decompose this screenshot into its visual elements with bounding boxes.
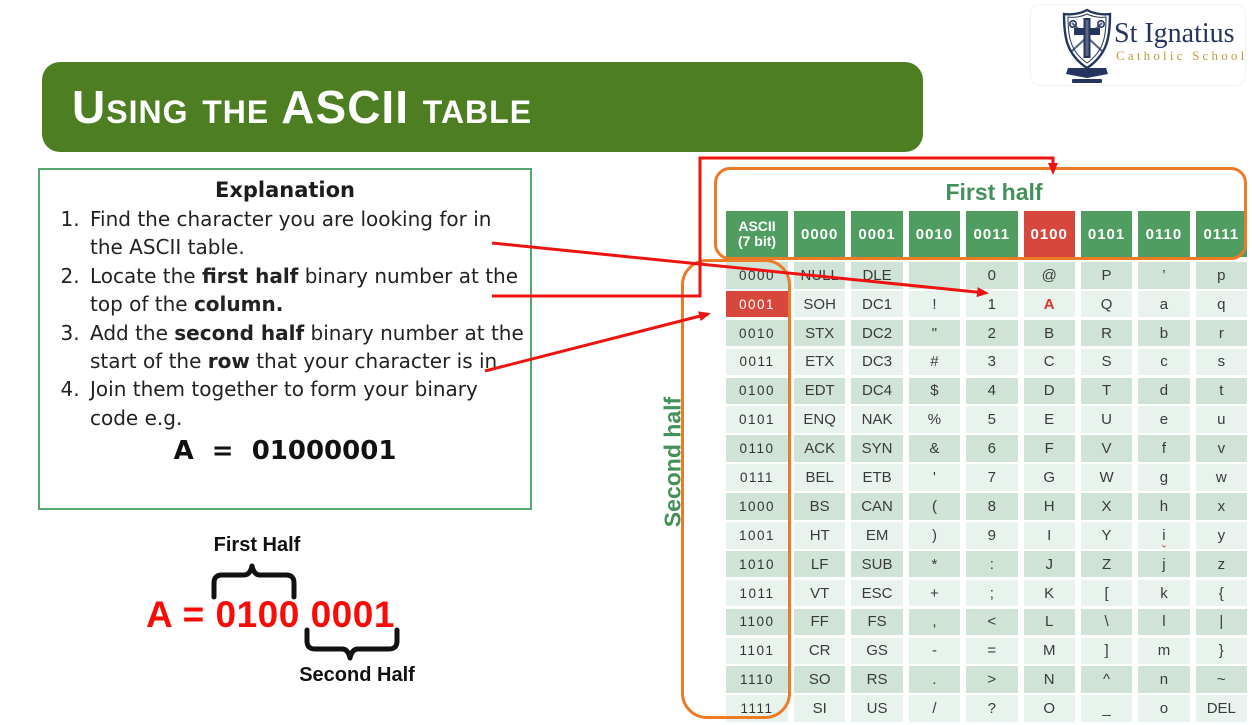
ascii-cell: ; [966, 580, 1017, 607]
ascii-cell: g [1138, 464, 1189, 491]
column-header: 0011 [966, 211, 1017, 257]
ascii-cell: EDT [794, 378, 845, 405]
ascii-cell: BS [794, 493, 845, 520]
ascii-cell: P [1081, 262, 1132, 289]
ascii-cell: LF [794, 551, 845, 578]
ascii-cell: EM [851, 522, 902, 549]
ascii-cell: ENQ [794, 406, 845, 433]
explanation-step [86, 319, 530, 376]
step-text: Join them together to form your binary code e.g. [90, 377, 478, 430]
ascii-cell: F [1024, 435, 1075, 462]
ascii-cell: ETB [851, 464, 902, 491]
ascii-cell: h [1138, 493, 1189, 520]
ascii-cell: j [1138, 551, 1189, 578]
step-text: binary number at the start of the [90, 320, 524, 374]
ascii-cell: p [1196, 262, 1247, 289]
ascii-cell: = [966, 638, 1017, 665]
step-bold-text: column. [193, 292, 284, 317]
step-text: that your character is in. [249, 349, 504, 374]
ascii-cell: $ [909, 378, 960, 405]
ascii-cell [909, 262, 960, 289]
ascii-cell: VT [794, 580, 845, 607]
ascii-cell: FS [851, 609, 902, 636]
ascii-cell: 3 [966, 349, 1017, 376]
title-banner [42, 62, 923, 152]
ascii-cell: CAN [851, 493, 902, 520]
ascii-cell: " [909, 320, 960, 347]
ascii-cell: : [966, 551, 1017, 578]
ascii-cell: N [1024, 666, 1075, 693]
ascii-cell: u [1196, 406, 1247, 433]
ascii-cell: f [1138, 435, 1189, 462]
ascii-cell: w [1196, 464, 1247, 491]
row-header: 0011 [726, 349, 788, 376]
row-header: 0110 [726, 435, 788, 462]
ascii-cell: , [909, 609, 960, 636]
ascii-cell: DEL [1196, 695, 1247, 722]
explanation-box [38, 168, 532, 510]
ascii-cell: 8 [966, 493, 1017, 520]
step-text: Locate the [90, 263, 202, 288]
ascii-cell: J [1024, 551, 1075, 578]
ascii-cell: r [1196, 320, 1247, 347]
table-second-half-label: Second half [659, 396, 686, 528]
ascii-cell: m [1138, 638, 1189, 665]
second-half-annotation-label: Second Half [299, 664, 415, 686]
ascii-cell: DC4 [851, 378, 902, 405]
school-type: Catholic School [1116, 48, 1248, 63]
ascii-cell: DC2 [851, 320, 902, 347]
page-title: Using the ASCII table [72, 81, 533, 133]
ascii-cell: @ [1024, 262, 1075, 289]
binary-formula: A = 0100 0001 [146, 594, 395, 635]
ascii-cell: SI [794, 695, 845, 722]
ascii-cell: q [1196, 291, 1247, 318]
ascii-cell: & [909, 435, 960, 462]
ascii-cell: B [1024, 320, 1075, 347]
explanation-steps-list [40, 205, 530, 432]
row-header: 0000 [726, 262, 788, 289]
ascii-cell: + [909, 580, 960, 607]
ascii-cell: ! [909, 291, 960, 318]
explanation-step [86, 375, 530, 432]
ascii-cell-highlighted: A [1024, 291, 1075, 318]
ascii-cell: i [1138, 522, 1189, 549]
ascii-cell: ACK [794, 435, 845, 462]
step-bold-text: first half [201, 263, 299, 288]
explanation-step [86, 262, 530, 319]
row-header: 1110 [726, 666, 788, 693]
ascii-cell: 7 [966, 464, 1017, 491]
ascii-cell: SUB [851, 551, 902, 578]
ascii-cell: DC1 [851, 291, 902, 318]
ascii-cell: CR [794, 638, 845, 665]
ascii-cell: STX [794, 320, 845, 347]
row-header-highlighted: 0001 [726, 291, 788, 318]
ascii-cell: R [1081, 320, 1132, 347]
ascii-cell: . [909, 666, 960, 693]
ascii-cell: % [909, 406, 960, 433]
step-text: Find the character you are looking for in the ASCII table. [90, 207, 492, 260]
ascii-cell: G [1024, 464, 1075, 491]
ascii-cell: US [851, 695, 902, 722]
ascii-cell: E [1024, 406, 1075, 433]
ascii-cell: 9 [966, 522, 1017, 549]
ascii-cell: ( [909, 493, 960, 520]
explanation-example: A = 01000001 [173, 436, 397, 467]
ascii-cell: L [1024, 609, 1075, 636]
ascii-cell: v [1196, 435, 1247, 462]
row-header: 0100 [726, 378, 788, 405]
ascii-cell: y [1196, 522, 1247, 549]
ascii-cell: FF [794, 609, 845, 636]
row-header: 1010 [726, 551, 788, 578]
explanation-heading: Explanation [214, 178, 356, 202]
row-header: 1000 [726, 493, 788, 520]
ascii-cell: { [1196, 580, 1247, 607]
ascii-cell: | [1196, 609, 1247, 636]
ascii-cell: ^ [1081, 666, 1132, 693]
ascii-cell: e [1138, 406, 1189, 433]
brace-icons [130, 525, 470, 705]
ascii-cell: Y [1081, 522, 1132, 549]
ascii-cell: Z [1081, 551, 1132, 578]
ascii-cell: [ [1081, 580, 1132, 607]
ascii-cell: z [1196, 551, 1247, 578]
ascii-cell: l [1138, 609, 1189, 636]
step-bold-text: second half [174, 320, 305, 345]
ascii-header-row [726, 211, 1247, 257]
ascii-cell: k [1138, 580, 1189, 607]
ascii-cell: 4 [966, 378, 1017, 405]
row-header: 0101 [726, 406, 788, 433]
ascii-cell: b [1138, 320, 1189, 347]
ascii-cell: 1 [966, 291, 1017, 318]
ascii-corner-header-line: ASCII [738, 218, 776, 234]
row-header: 0010 [726, 320, 788, 347]
row-header: 1011 [726, 580, 788, 607]
column-header: 0110 [1138, 211, 1189, 257]
ascii-cell: O [1024, 695, 1075, 722]
first-half-annotation-label: First Half [213, 534, 301, 556]
ascii-cell: 2 [966, 320, 1017, 347]
ascii-cell: HT [794, 522, 845, 549]
step-text: binary number at the top of the [90, 263, 519, 317]
ascii-cell: > [966, 666, 1017, 693]
ascii-cell: } [1196, 638, 1247, 665]
ascii-cell: 5 [966, 406, 1017, 433]
column-header-highlighted: 0100 [1024, 211, 1075, 257]
ascii-cell: ' [909, 464, 960, 491]
row-header: 1001 [726, 522, 788, 549]
step-bold-text: row [207, 349, 250, 374]
column-header: 0000 [794, 211, 845, 257]
ascii-cell: S [1081, 349, 1132, 376]
ascii-cell: D [1024, 378, 1075, 405]
ascii-cell: 6 [966, 435, 1017, 462]
ascii-cell: BEL [794, 464, 845, 491]
row-header: 0111 [726, 464, 788, 491]
column-header: 0010 [909, 211, 960, 257]
ascii-cell: X [1081, 493, 1132, 520]
ascii-cell: SYN [851, 435, 902, 462]
ascii-cell: ETX [794, 349, 845, 376]
row-header: 1111 [726, 695, 788, 722]
ascii-cell: K [1024, 580, 1075, 607]
ascii-cell: ESC [851, 580, 902, 607]
ascii-cell: / [909, 695, 960, 722]
ascii-table-body [726, 262, 1247, 722]
ascii-cell: DC3 [851, 349, 902, 376]
column-header: 0111 [1196, 211, 1247, 257]
ascii-cell: SO [794, 666, 845, 693]
ascii-cell: NAK [851, 406, 902, 433]
step-text: Add the [90, 320, 175, 345]
ascii-cell: ) [909, 522, 960, 549]
ascii-cell: ’ [1138, 262, 1189, 289]
ascii-cell: _ [1081, 695, 1132, 722]
ascii-cell: a [1138, 291, 1189, 318]
ascii-cell: t [1196, 378, 1247, 405]
row-header: 1101 [726, 638, 788, 665]
ascii-cell: ] [1081, 638, 1132, 665]
ascii-cell: M [1024, 638, 1075, 665]
ascii-cell: x [1196, 493, 1247, 520]
table-first-half-label: First half [945, 179, 1043, 205]
column-header: 0001 [851, 211, 902, 257]
ascii-cell: Q [1081, 291, 1132, 318]
ascii-cell: W [1081, 464, 1132, 491]
ascii-cell: 0 [966, 262, 1017, 289]
ascii-cell: NULL [794, 262, 845, 289]
ascii-cell: # [909, 349, 960, 376]
ascii-cell: H [1024, 493, 1075, 520]
ascii-cell: U [1081, 406, 1132, 433]
school-crest-icon [1058, 6, 1116, 86]
ascii-cell: GS [851, 638, 902, 665]
ascii-cell: V [1081, 435, 1132, 462]
ascii-cell: DLE [851, 262, 902, 289]
ascii-cell: s [1196, 349, 1247, 376]
ascii-cell: n [1138, 666, 1189, 693]
ascii-corner-header-line: (7 bit) [737, 233, 777, 249]
row-header: 1100 [726, 609, 788, 636]
ascii-cell: < [966, 609, 1017, 636]
ascii-cell: ~ [1196, 666, 1247, 693]
ascii-cell: - [909, 638, 960, 665]
column-header: 0101 [1081, 211, 1132, 257]
ascii-cell: \ [1081, 609, 1132, 636]
ascii-cell: I [1024, 522, 1075, 549]
ascii-cell: ? [966, 695, 1017, 722]
explanation-step [86, 205, 530, 262]
ascii-corner-header [726, 211, 788, 257]
ascii-cell: o [1138, 695, 1189, 722]
ascii-cell: C [1024, 349, 1075, 376]
ascii-cell: d [1138, 378, 1189, 405]
school-name: St Ignatius [1114, 18, 1235, 49]
ascii-cell: c [1138, 349, 1189, 376]
ascii-cell: T [1081, 378, 1132, 405]
ascii-cell: RS [851, 666, 902, 693]
ascii-cell: SOH [794, 291, 845, 318]
ascii-cell: * [909, 551, 960, 578]
